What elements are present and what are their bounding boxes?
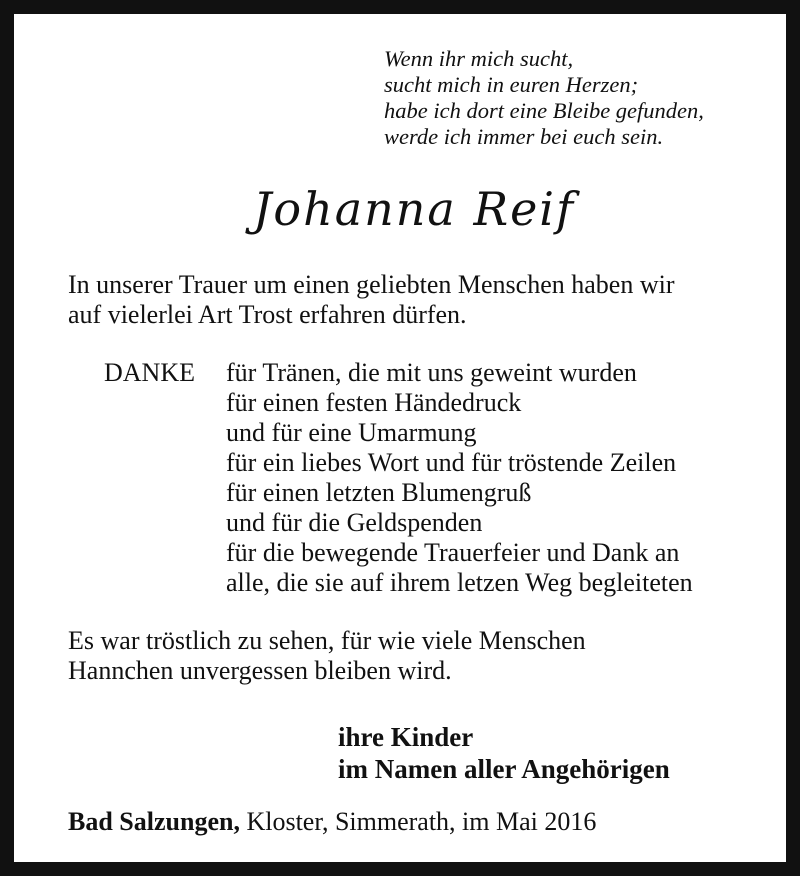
thanks-line: für einen festen Händedruck	[226, 388, 522, 417]
thanks-line: und für eine Umarmung	[226, 418, 477, 447]
thanks-line: für Tränen, die mit uns geweint wurden	[226, 358, 637, 387]
thanks-line: für ein liebes Wort und für tröstende Zeilen	[226, 448, 677, 477]
closing-line: Es war tröstlich zu sehen, für wie viele Menschen	[68, 626, 586, 655]
intro-line: In unserer Trauer um einen geliebten Menschen haben wir	[68, 270, 675, 299]
poem-line: sucht mich in euren Herzen;	[384, 72, 639, 97]
signature-line: im Namen aller Angehörigen	[338, 754, 670, 784]
poem-line: Wenn ihr mich sucht,	[384, 46, 574, 71]
place-name: Bad Salzungen,	[68, 807, 240, 836]
thanks-line: und für die Geldspenden	[226, 508, 483, 537]
signature	[338, 721, 788, 785]
closing-line: Hannchen unvergessen bleiben wird.	[68, 656, 452, 685]
poem-line: werde ich immer bei euch sein.	[384, 124, 664, 149]
thanks-line: für die bewegende Trauerfeier und Dank an	[226, 538, 680, 567]
poem-line: habe ich dort eine Bleibe gefunden,	[384, 98, 704, 123]
thanks-line: alle, die sie auf ihrem letzen Weg begleiteten	[226, 568, 693, 597]
thanks-list	[226, 358, 693, 598]
poem	[384, 46, 784, 150]
thanks-line: für einen letzten Blumengruß	[226, 478, 532, 507]
place-rest: Kloster, Simmerath, im Mai 2016	[246, 807, 597, 836]
deceased-name: Johanna Reif	[252, 182, 576, 236]
closing-text	[68, 626, 788, 686]
intro-line: auf vielerlei Art Trost erfahren dürfen.	[68, 300, 467, 329]
intro-text	[68, 270, 788, 330]
thanks-word: DANKE	[104, 358, 195, 387]
place-date	[68, 807, 788, 837]
signature-line: ihre Kinder	[338, 722, 474, 752]
